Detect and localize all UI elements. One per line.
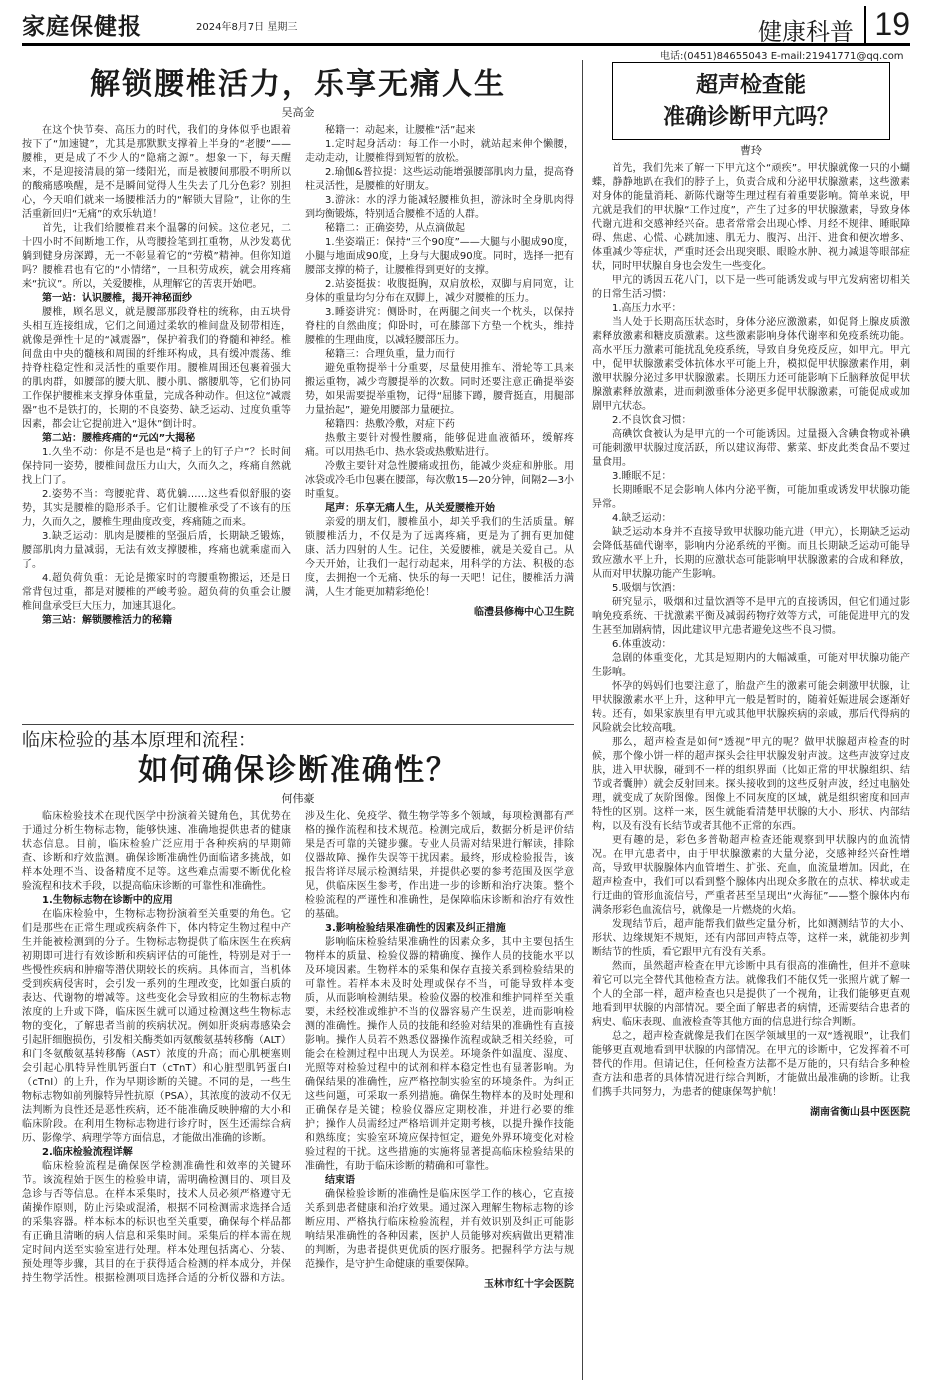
author: 曹玲	[740, 144, 762, 157]
paragraph: 冷敷主要针对急性腰痛或扭伤，能减少炎症和肿胀。用冰袋或冷毛巾包裹在腰部，每次敷15—20分钟，间隔2—3小时重复。	[305, 461, 574, 500]
paragraph: 3.睡姿讲究：侧卧时，在两腿之间夹一个枕头，以保持脊柱的自然曲度；仰卧时，可在膝部下方垫一个枕头，维持腰椎的生理曲度，以减轻腰部压力。	[305, 307, 574, 346]
author: 何伟豪	[281, 792, 315, 805]
paragraph: 急剧的体重变化，尤其是短期内的大幅减重，可能对甲状腺功能产生影响。	[592, 653, 910, 678]
paragraph: 2.姿势不当：弯腰驼背、葛优躺……这些看似舒服的姿势，其实是腰椎的隐形杀手。它们让腰椎承受了不该有的压力，久而久之，腰椎生理曲度改变，疼痛随之而来。	[22, 489, 291, 528]
paragraph: 3.缺乏运动：肌肉是腰椎的坚强后盾，长期缺乏锻炼，腰部肌肉力量减弱，无法有效支撑腰椎，疼痛也就乘虚而入了。	[22, 531, 291, 570]
paragraph: 怀孕的妈妈们也要注意了，胎盘产生的激素可能会刺激甲状腺，让甲状腺激素水平上升，这种甲亢一般是暂时的，随着妊娠进展会逐渐好转。还有，如果家族里有甲亢或其他甲状腺疾病的亲戚，那后代得病的风险就会比较高哦。	[592, 681, 910, 734]
paragraph: 在临床检验中，生物标志物扮演着至关重要的角色。它们是那些在正常生理或疾病条件下，体内特定生物过程中产生并能被检测到的分子。生物标志物提供了临床医生在疾病初期即可进行有效诊断和疾病评估的可能性，特别是对于一些慢性疾病和肿瘤等潜伏期较长的疾病。具体而言，当机体受到疾病侵害时，会引发一系列的生理改变，比如蛋白质的表达、代谢物的增减等。这些变化会导致相应的生物标志物浓度的上升或下降，临床医生就可以通过检测这些生物标志物的变化，了解患者当前的疾病状况。例如肝炎病毒感染会引起肝细胞损伤，引发相关酶类如丙氨酸氨基转移酶（ALT）和门冬氨酸氨基转移酶（AST）浓度的升高；而心肌梗塞则会引起心肌特异性肌钙蛋白T（cTnT）和心脏型肌钙蛋白I（cTnI）的上升，作为早期诊断的关键。不同的是，一些生物标志物如前列腺特异性抗原（PSA），其浓度的波动不仅无法判断为良性还是恶性疾病，还不能准确反映肿瘤的大小和临床阶段。在利用生物标志物进行诊疗时，医生还需综合病历、影像学、病理学等方面信息，才能做出准确的诊断。	[22, 909, 291, 1144]
article-title: 准确诊断甲亢吗？	[662, 104, 839, 130]
article-ultrasound	[592, 62, 910, 1382]
article-body	[592, 162, 910, 1120]
paragraph: 总之，超声检查就像是我们在医学领域里的一双“透视眼”，让我们能够更直观地看到甲状腺的内部情况。在甲亢的诊断中，它发挥着不可替代的作用。但请记住，任何检查方法都不是万能的，只有结合多种检查方法和患者的具体情况进行综合判断，才能做出最准确的诊断。让我们携手共同努力，为患者的健康保驾护航！	[592, 1031, 910, 1098]
paragraph: 1.高压力水平：	[612, 303, 682, 314]
article-title: 超声检查能	[695, 72, 806, 98]
article-title: 解锁腰椎活力，乐享无痛人生	[90, 67, 506, 102]
section-heading: 1.生物标志物在诊断中的应用	[42, 895, 173, 906]
paragraph: 3.游泳：水的浮力能减轻腰椎负担，游泳时全身肌肉得到均衡锻炼，特别适合腰椎不适的人群。	[305, 195, 574, 220]
article-lumbar	[22, 66, 574, 718]
paragraph: 更有趣的是，彩色多普勒超声检查还能观察到甲状腺内的血流情况。在甲亢患者中，由于甲状腺激素的大量分泌，交感神经兴奋性增高，导致甲状腺腺体内血管增生、扩张、充血，血流量增加。因此，在超声检查中，我们可以看到整个腺体内出现众多散在的点状、棒状或走行迂曲的管形血流信号，严重者甚至呈现出“火海征”——整个腺体内布满条形彩色血流信号，就像是一片燃烧的火焰。	[592, 835, 910, 916]
paragraph: 4.超负荷负重：无论是搬家时的弯腰重物搬运，还是日常背包过重，都是对腰椎的严峻考验。超负荷的负重会让腰椎间盘承受巨大压力，加速其退化。	[22, 573, 291, 612]
column-divider	[582, 60, 583, 1380]
paragraph: 临床检验流程是确保医学检测准确性和效率的关键环节。该流程始于医生的检验申请，需明确检测目的、项目及急诊与否等信息。在样本采集时，技术人员必须严格遵守无菌操作原则，防止污染或混淆，根据不同检测需求选择合适的采集容器。样本标本的标识也至关重要，确保每个样品都有正确且清晰的病人信息和采集时间。采集后的样本需在规定时间内送至实验室进行处理。样本处理包括离心、分装、预处理等步骤，其目的在于获得适合检测的样本成分，并保持生物学活性。根据检测项目选择合适的分析仪器和方法。涉及生化、免疫学、微生物学等多个领域，每项检测都有严格的操作流程和技术规范。检测完成后，数据分析是评价结果是否可靠的关键步骤。专业人员需对结果进行解读，排除仪器故障、操作失误等干扰因素。最终，形成检验报告，该报告将详尽展示检测结果，并提供必要的参考范围及医学意见，供临床医生参考，作出进一步的诊断和治疗决策。整个检验流程的严谨性和准确性，是保障临床诊断和治疗有效性的基础。	[22, 811, 574, 1284]
paragraph: 然而，虽然超声检查在甲亢诊断中具有很高的准确性，但并不意味着它可以完全替代其他检查方法。就像我们不能仅凭一张照片就了解一个人的全部一样，超声检查也只是提供了一个视角，让我们能够更直观地看到甲状腺的内部情况。要全面了解患者的病情，还需要结合患者的病史、临床表现、血液检查等其他方面的信息进行综合判断。	[592, 961, 910, 1028]
paragraph: 影响临床检验结果准确性的因素众多，其中主要包括生物样本的质量、检验仪器的精确度、操作人员的技能水平以及环境因素。生物样本的采集和保存直接关系到检验结果的可靠性。若样本未及时处理或保存不当，可能导致样本变质，从而影响检测结果。检验仪器的校准和维护同样至关重要，未经校准或维护不当的仪器容易产生误差，进而影响检测的准确性。操作人员的技能和经验对结果的准确性有直接影响。操作人员若不熟悉仪器操作流程或缺乏相关经验，可能会在检测过程中出现人为误差。环境条件如温度、湿度、光照等对检验过程中的试剂和样本稳定性也有显著影响。为确保结果的准确性，应严格控制实验室的环境条件。为纠正这些问题，可采取一系列措施。确保生物样本的及时处理和正确保存是关键；检验仪器应定期校准，并进行必要的维护；操作人员需经过严格培训并定期考核，以提升操作技能和熟练度；实验室环境应保持恒定，避免外界环境变化对检验过程的干扰。这些措施的实施将显著提高临床检验结果的准确性，有助于临床诊断的精确和可靠性。	[305, 937, 574, 1172]
article-divider	[22, 724, 574, 725]
paragraph: 当人处于长期高压状态时，身体分泌应激激素，如促肾上腺皮质激素释放激素和糖皮质激素。这些激素影响身体代谢率和免疫系统功能。高水平压力激素可能扰乱免疫系统，导致自身免疫反应，如甲亢。甲亢中，促甲状腺激素受体抗体水平可能上升，模拟促甲状腺激素作用，刺激甲状腺分泌过多甲状腺激素。长期压力还可能影响下丘脑释放促甲状腺激素释放激素，进而刺激垂体分泌更多促甲状腺激素，可能促成或加剧甲亢状态。	[592, 317, 910, 412]
author-org: 湖南省衡山县中医医院	[810, 1107, 910, 1118]
paragraph: 甲亢的诱因五花八门，以下是一些可能诱发或与甲亢发病密切相关的日常生活习惯：	[592, 275, 910, 300]
paragraph: 1.久坐不动：你是不是也是“椅子上的钉子户”？长时间保持同一姿势，腰椎间盘压力山大，久而久之，疼痛自然就找上门了。	[22, 447, 291, 486]
issue-date: 2024年8月7日 星期三	[196, 22, 298, 33]
article-body	[22, 810, 574, 1292]
paragraph: 5.吸烟与饮酒：	[612, 583, 682, 594]
paragraph: 长期睡眠不足会影响人体内分泌平衡，可能加重或诱发甲状腺功能异常。	[592, 485, 910, 510]
paragraph: 秘籍二：正确姿势，从点滴做起	[325, 223, 465, 234]
paragraph: 缺乏运动本身并不直接导致甲状腺功能亢进（甲亢），长期缺乏运动会降低基础代谢率，影响内分泌系统的平衡。而且长期缺乏运动可能导致应激水平上升，长期的应激状态可能影响甲状腺激素的合成和释放，从而对甲状腺功能产生影响。	[592, 527, 910, 580]
kicker: 临床检验的基本原理和流程：	[22, 730, 256, 751]
paragraph: 亲爱的朋友们，腰椎虽小，却关乎我们的生活质量。解锁腰椎活力，不仅是为了远离疼痛，更是为了拥有更加健康、活力四射的人生。记住，关爱腰椎，就是关爱自己。从今天开始，让我们一起行动起来，用科学的方法、积极的态度，去拥抱一个无痛、快乐的每一天吧！记住，腰椎活力满满，人生才能更加精彩绝伦！	[305, 517, 574, 598]
paragraph: 临床检验技术在现代医学中扮演着关键角色，其优势在于通过分析生物标志物，能够快速、准确地提供患者的健康状态信息。目前，临床检验广泛应用于各种疾病的早期筛查、诊断和疗效监测。确保诊断准确性仍面临诸多挑战，如样本处理不当、设备精度不足等。这些难点需要不断优化检验流程和技术手段，以提高临床诊断的可靠性和准确性。	[22, 811, 291, 892]
paragraph: 热敷主要针对慢性腰痛，能够促进血液循环，缓解疼痛。可以用热毛巾、热水袋或热敷贴进行。	[305, 433, 574, 458]
section-heading: 尾声：乐享无痛人生，从关爱腰椎开始	[325, 503, 495, 514]
section-heading: 2.临床检验流程详解	[42, 1147, 133, 1158]
paragraph: 2.瑜伽&普拉提：这些运动能增强腰部肌肉力量，提高脊柱灵活性，是腰椎的好朋友。	[305, 167, 574, 192]
paragraph: 确保检验诊断的准确性是临床医学工作的核心，它直接关系到患者健康和治疗效果。通过深入理解生物标志物的诊断应用、严格执行临床检验流程，并有效识别及纠正可能影响结果准确性的各种因素，医护人员能够对疾病做出更精准的判断，为患者提供更优质的医疗服务。把握科学方法与规范操作，是守护生命健康的重要保障。	[305, 1189, 574, 1270]
article-body	[22, 124, 574, 628]
paragraph: 秘籍三：合理负重，量力而行	[325, 349, 455, 360]
paragraph: 1.定时起身活动：每工作一小时，就站起来伸个懒腰，走动走动，让腰椎得到短暂的放松。	[305, 139, 574, 164]
paragraph: 那么，超声检查是如何“透视”甲亢的呢？做甲状腺超声检查的时候，那个像小饼一样的超声探头会往甲状腺发射声波。这些声波穿过皮肤，进入甲状腺，碰到不一样的组织界面（比如正常的甲状腺组织、结节或者囊肿）就会反射回来。探头接收到的这些反射声波，经过电脑处理，就变成了灰阶图像。图像上不同灰度的区域，就是组织密度和回声特性的区别。这样一来，医生就能看清楚甲状腺的大小、形状、内部结构，以及有没有长结节或者其他不正常的东西。	[592, 737, 910, 832]
section-heading: 第二站：腰椎疼痛的“元凶”大揭秘	[42, 433, 196, 444]
section-heading: 第三站：解锁腰椎活力的秘籍	[42, 615, 172, 626]
paragraph: 2.不良饮食习惯：	[612, 415, 692, 426]
paragraph: 高碘饮食被认为是甲亢的一个可能诱因。过量摄入含碘食物或补碘可能刺激甲状腺过度活跃，所以建议海带、紫菜、虾皮此类食品不要过量食用。	[592, 429, 910, 468]
title-box	[612, 62, 890, 140]
paragraph: 首先，让我们给腰椎君来个温馨的问候。这位老兄，二十四小时不间断地工作，从弯腰捡笔到扛重物，从沙发葛优躺到健身房深蹲，无一不彰显着它的“劳模”精神。但你知道吗？腰椎君也有它的“小情绪”，一旦积劳成疾，就会用疼痛来“抗议”。所以，关爱腰椎，从理解它的苦衷开始吧。	[22, 223, 291, 290]
author: 吴高金	[281, 106, 315, 119]
section-heading: 3.影响检验结果准确性的因素及纠正措施	[325, 923, 506, 934]
paragraph: 首先，我们先来了解一下甲亢这个“顽疾”。甲状腺就像一只的小蝴蝶，静静地趴在我们的脖子上，负责合成和分泌甲状腺激素，这些激素对身体的能量消耗、新陈代谢等生理过程有着重要影响。简单来说，甲亢就是我们的甲状腺“工作过度”，产生了过多的甲状腺激素，导致身体代谢亢进和交感神经兴奋。患者常常会出现心悸、月经不规律、睡眠障碍、焦虑、心慌、心跳加速、肌无力、腹泻、出汗、进食和便次增多、体重减少等症状，严重时还会出现突眼、眼睑水肿、视力减退等眼部症状，同时甲状腺自身也会发生一些变化。	[592, 163, 910, 272]
paragraph: 秘籍一：动起来，让腰椎“活”起来	[325, 125, 476, 136]
article-lab	[22, 730, 574, 1382]
paragraph: 秘籍四：热敷冷敷，对症下药	[325, 419, 455, 430]
column-name: 健康科普	[758, 18, 854, 46]
paragraph: 3.睡眠不足：	[612, 471, 672, 482]
paragraph: 在这个快节奏、高压力的时代，我们的身体似乎也跟着按下了“加速键”，尤其是那默默支撑着上半身的“老腰”——腰椎，更是成了不少人的“隐痛之源”。想象一下，每天醒来，不是迎接清晨的第一缕阳光，而是被腰间那股不明所以的酸痛感唤醒，是不是瞬间觉得人生失去了几分色彩？别担心，今天咱们就来一场腰椎活力的“解锁大冒险”，让你的生活重新回归“无痛”的欢乐轨道！	[22, 125, 291, 220]
paragraph: 2.站姿挺拔：收腹挺胸，双肩放松，双脚与肩同宽，让身体的重量均匀分布在双脚上，减少对腰椎的压力。	[305, 279, 574, 304]
masthead	[22, 8, 910, 46]
author-org: 玉林市红十字会医院	[484, 1279, 574, 1290]
paragraph: 避免重物提举十分重要，尽量使用推车、滑轮等工具来搬运重物，减少弯腰提举的次数。同时还要注意正确提举姿势，如果需要提举重物，记得“屈膝下蹲，腰背挺直，用腿部力量抬起”，避免用腰部力量硬拉。	[305, 363, 574, 416]
paragraph: 1.坐姿端正：保持“三个90度”——大腿与小腿成90度，小腿与地面成90度，上身与大腿成90度。同时，选择一把有腰部支撑的椅子，让腰椎得到更好的支撑。	[305, 237, 574, 276]
paragraph: 4.缺乏运动：	[612, 513, 672, 524]
section-heading: 第一站：认识腰椎，揭开神秘面纱	[42, 293, 192, 304]
paragraph: 6.体重波动：	[612, 639, 672, 650]
page-number: 19	[864, 6, 910, 43]
section-heading: 结束语	[325, 1175, 355, 1186]
article-title: 如何确保诊断准确性？	[138, 753, 458, 788]
paragraph: 研究显示，吸烟和过量饮酒等不是甲亢的直接诱因，但它们通过影响免疫系统、干扰激素平衡及减弱药物疗效等方式，可能促进甲亢的发生甚至加剧病情，因此建议甲亢患者避免这些不良习惯。	[592, 597, 910, 636]
paragraph: 发现结节后，超声能帮我们做些定量分析，比如测测结节的大小、形状、边缘规矩不规矩，还有内部回声特点等，这样一来，就能初步判断结节的性质，看它跟甲亢有没有关系。	[592, 919, 910, 958]
author-org: 临澧县修梅中心卫生院	[474, 607, 574, 618]
paper-name: 家庭保健报	[22, 13, 142, 40]
paragraph: 腰椎，顾名思义，就是腰部那段脊柱的统称，由五块骨头相互连接组成，它们之间通过柔软的椎间盘及韧带相连，就像是弹性十足的“减震器”，保护着我们的脊髓和神经。椎间盘由中央的髓核和周围的纤维环构成，具有缓冲震荡、维持脊柱稳定性和灵活性的重要作用。腰椎周围还包裹着强大的肌肉群，如腰部的腰大肌、腰小肌、髂腰肌等，它们协同工作保护腰椎来支撑身体重量，完成各种动作。但这位“减震器”也不是铁打的，长期的不良姿势、缺乏运动、过度负重等因素，都会让它提前进入“退休”倒计时。	[22, 307, 291, 430]
contact-info: 电话:(0451)84655043 E-mail:21941771@qq.com	[660, 51, 904, 62]
